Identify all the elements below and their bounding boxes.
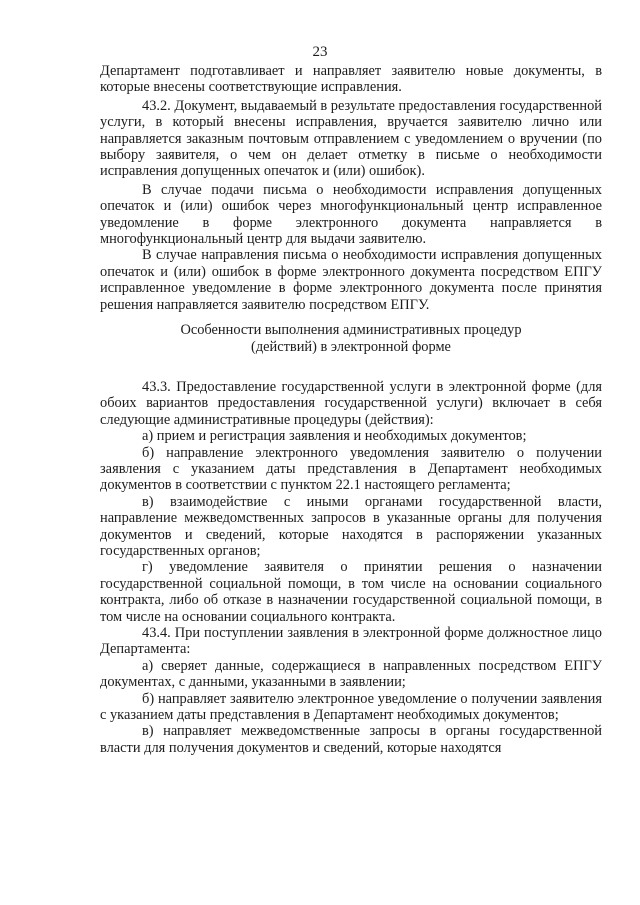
list-item-43-3-b: б) направление электронного уведомления заявителю о получении заявления с указанием даты представления в Департамент необходимых документов в соответствии с пунктом 22.1 настоящего регламента; <box>100 444 602 494</box>
paragraph-43-3: 43.3. Предоставление государственной услуги в электронной форме (для обоих вариантов предоставления государственной услуги) включает в себя следующие административные процедуры (действия): <box>100 378 602 428</box>
section-heading-line-2: (действий) в электронной форме <box>251 338 451 355</box>
paragraph-mfc-correction: В случае подачи письма о необходимости исправления допущенных опечаток и (или) ошибок через многофункциональный центр исправленное уведомление в форме электронного документа направляется в многофункциональный центр для выдачи заявителю. <box>100 181 602 248</box>
section-heading-line-1: Особенности выполнения административных процедур <box>180 322 522 339</box>
paragraph-43-4: 43.4. При поступлении заявления в электронной форме должностное лицо Департамента: <box>100 625 602 658</box>
document-body <box>100 63 602 756</box>
list-item-43-3-a: а) прием и регистрация заявления и необходимых документов; <box>142 428 527 445</box>
list-item-43-3-v: в) взаимодействие с иными органами государственной власти, направление межведомственных запросов в указанные органы для получения документов и сведений, которые находятся в распоряжении указанных государственных органов; <box>100 493 602 559</box>
list-item-43-4-v: в) направляет межведомственные запросы в органы государственной власти для получения документов и сведений, которые находятся <box>100 723 602 756</box>
section-heading <box>100 322 602 355</box>
paragraph-department-new-documents: Департамент подготавливает и направляет заявителю новые документы, в которые внесены соответствующие исправления. <box>100 63 602 96</box>
list-item-43-3-g: г) уведомление заявителя о принятии решения о назначении государственной социальной помощи, в том числе на основании социального контракта, либо об отказе в назначении государственной социальной помощи, в том числе на основании социального контракта. <box>100 559 602 625</box>
paragraph-43-2: 43.2. Документ, выдаваемый в результате предоставления государственной услуги, в который внесены исправления, вручается заявителю лично или направляется заказным почтовым отправлением с уведомлением о вручении (по выбору заявителя, о чем он делает отметку в письме о необходимости исправления допущенных опечаток и (или) ошибок). <box>100 97 603 180</box>
list-item-43-4-b: б) направляет заявителю электронное уведомление о получении заявления с указанием даты представления в Департамент необходимых документов; <box>100 690 602 724</box>
page-number: 23 <box>312 44 328 60</box>
paragraph-epgu-correction: В случае направления письма о необходимости исправления допущенных опечаток и (или) ошибок в форме электронного документа посредством ЕПГУ исправленное уведомление в форме электронного документа после принятия решения направляется заявителю посредством ЕПГУ. <box>100 247 602 313</box>
list-item-43-4-a: а) сверяет данные, содержащиеся в направленных посредством ЕПГУ документах, с данными, указанными в заявлении; <box>100 657 602 691</box>
